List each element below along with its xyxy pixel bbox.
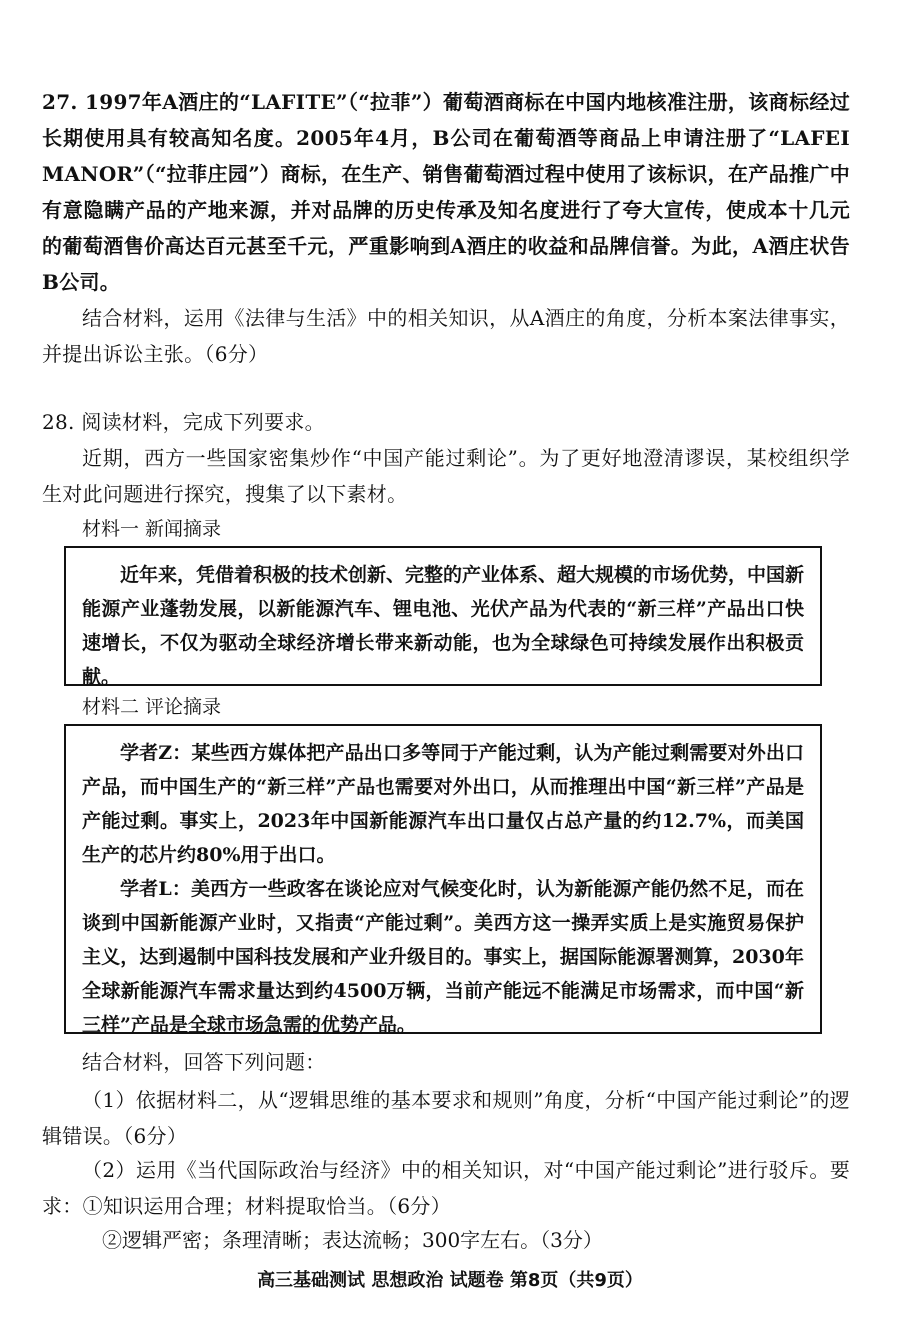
question-27-task: 结合材料，运用《法律与生活》中的相关知识，从A酒庄的角度，分析本案法律事实，并提出诉讼主张。（6分） xyxy=(42,306,850,366)
material-2-scholar-z: 学者Z：某些西方媒体把产品出口多等同于产能过剩，认为产能过剩需要对外出口产品，而中国生产的“新三样”产品也需要对外出口，从而推理出中国“新三样”产品是产能过剩。事实上，2023年中国新能源汽车出口量仅占总产量的约12.7%，而美国生产的芯片约80%用于出口。 xyxy=(82,742,804,866)
material-1-box xyxy=(64,546,822,686)
question-28-intro: 近期，西方一些国家密集炒作“中国产能过剩论”。为了更好地澄清谬误，某校组织学生对此问题进行探究，搜集了以下素材。 xyxy=(42,446,850,506)
question-27-body: 27. 1997年A酒庄的“LAFITE”（“拉菲”）葡萄酒商标在中国内地核准注册，该商标经过长期使用具有较高知名度。2005年4月，B公司在葡萄酒等商品上申请注册了“LAFEI MANOR”（“拉菲庄园”）商标，在生产、销售葡萄酒过程中使用了该标识，在产品推广中有意隐瞒产品的产地来源，并对品牌的历史传承及知名度进行了夸大宣传，使成本十几元的葡萄酒售价高达百元甚至千元，严重影响到A酒庄的收益和品牌信誉。为此，A酒庄状告B公司。 xyxy=(42,90,850,294)
material-2-scholar-l: 学者L：美西方一些政客在谈论应对气候变化时，认为新能源产能仍然不足，而在谈到中国新能源产业时，又指责“产能过剩”。美西方这一操弄实质上是实施贸易保护主义，达到遏制中国科技发展和产业升级目的。事实上，据国际能源署测算，2030年全球新能源汽车需求量达到约4500万辆，当前产能远不能满足市场需求，而中国“新三样”产品是全球市场急需的优势产品。 xyxy=(82,878,804,1036)
question-28-heading: 28. 阅读材料，完成下列要求。 xyxy=(42,410,325,434)
page-footer: 高三基础测试 思想政治 试题卷 第8页（共9页） xyxy=(257,1270,643,1291)
material-2-label: 材料二 评论摘录 xyxy=(82,696,222,718)
question-28-sub2: （2）运用《当代国际政治与经济》中的相关知识，对“中国产能过剩论”进行驳斥。要求：①知识运用合理；材料提取恰当。（6分） xyxy=(42,1158,850,1218)
question-28-sub2-requirement-2: ②逻辑严密；条理清晰；表达流畅；300字左右。（3分） xyxy=(102,1228,603,1252)
question-28-instruction: 结合材料，回答下列问题： xyxy=(82,1050,326,1074)
material-1-label: 材料一 新闻摘录 xyxy=(82,518,222,540)
material-1-text: 近年来，凭借着积极的技术创新、完整的产业体系、超大规模的市场优势，中国新能源产业蓬勃发展，以新能源汽车、锂电池、光伏产品为代表的“新三样”产品出口快速增长，不仅为驱动全球经济增长带来新动能，也为全球绿色可持续发展作出积极贡献。 xyxy=(82,564,805,688)
material-2-box xyxy=(64,724,822,1034)
question-28-sub1: （1）依据材料二，从“逻辑思维的基本要求和规则”角度，分析“中国产能过剩论”的逻辑错误。（6分） xyxy=(42,1088,850,1148)
